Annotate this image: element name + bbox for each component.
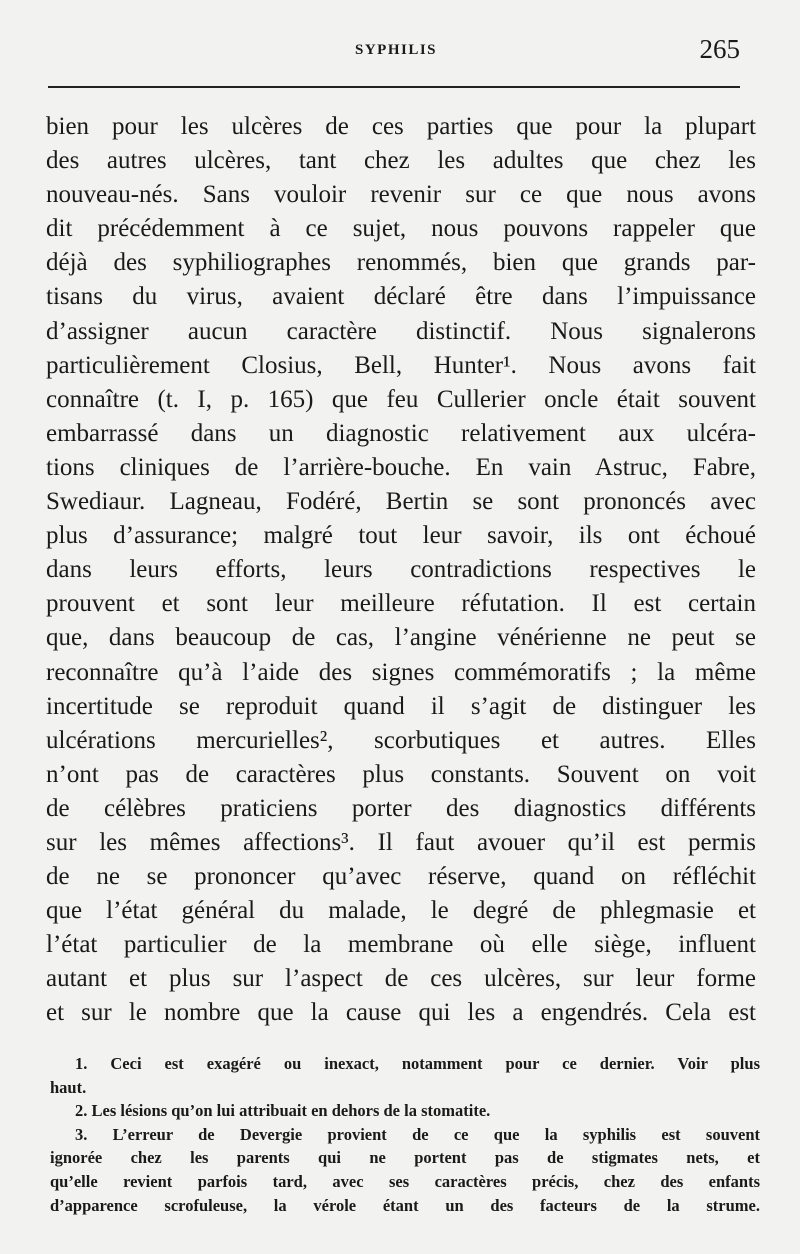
text-line: tisans du virus, avaient déclaré être dans l’impuissance [46,283,756,311]
text-line: particulièrement Closius, Bell, Hunter¹. Nous avons fait [46,351,756,379]
running-title: SYPHILIS [354,42,438,58]
text-line: reconnaître qu’à l’aide des signes commémoratifs ; la même [46,658,756,686]
text-line: Swediaur. Lagneau, Fodéré, Bertin se sont prononcés avec [46,488,756,516]
text-line: et sur le nombre que la cause qui les a engendrés. Cela est [46,999,756,1027]
footnote-line: 1. Ceci est exagéré ou inexact, notamment pour ce dernier. Voir plus [75,1054,760,1073]
footnote-line: haut. [50,1077,87,1097]
text-line: plus d’assurance; malgré tout leur savoir, ils ont échoué [46,522,756,550]
text-line: prouvent et sont leur meilleure réfutation. Il est certain [46,590,756,618]
footnotes [50,1052,760,1217]
footnote-line: qu’elle revient parfois tard, avec ses caractères précis, chez des enfants [50,1171,760,1191]
text-line: dit précédemment à ce sujet, nous pouvons rappeler que [46,215,756,243]
footnote-line: d’apparence scrofuleuse, la vérole étant un des facteurs de la strume. [50,1195,760,1215]
text-line: sur les mêmes affections³. Il faut avouer qu’il est permis [46,828,756,856]
text-line: d’assigner aucun caractère distinctif. Nous signalerons [46,317,756,345]
footnote-line: 2. Les lésions qu’on lui attribuait en dehors de la stomatite. [75,1101,491,1121]
text-line: ulcérations mercurielles², scorbutiques et autres. Elles [46,726,756,754]
text-line: que, dans beaucoup de cas, l’angine vénérienne ne peut se [46,624,756,652]
footnote-line: ignorée chez les parents qui ne portent pas de stigmates nets, et [50,1148,760,1168]
text-line: connaître (t. I, p. 165) que feu Cullerier oncle était souvent [46,385,756,413]
footnote-line: 3. L’erreur de Devergie provient de ce que la syphilis est souvent [75,1124,760,1144]
text-line: embarrassé dans un diagnostic relativement aux ulcéra- [46,419,756,447]
text-line: nouveau-nés. Sans vouloir revenir sur ce que nous avons [46,181,756,209]
page-header [48,34,744,68]
text-line: dans leurs efforts, leurs contradictions respectives le [46,556,756,584]
text-line: tions cliniques de l’arrière-bouche. En vain Astruc, Fabre, [46,453,756,481]
text-line: n’ont pas de caractères plus constants. Souvent on voit [46,760,756,788]
page-number: 265 [699,34,740,64]
text-line: l’état particulier de la membrane où elle siège, influent [46,931,756,959]
text-line: de ne se prononcer qu’avec réserve, quand on réfléchit [46,863,756,891]
text-line: que l’état général du malade, le degré de phlegmasie et [46,897,756,925]
header-rule [48,86,740,88]
text-line: bien pour les ulcères de ces parties que pour la plupart [46,113,756,140]
body-text [46,110,756,1031]
text-line: de célèbres praticiens porter des diagnostics différents [46,794,756,822]
text-line: incertitude se reproduit quand il s’agit de distinguer les [46,692,756,720]
text-line: des autres ulcères, tant chez les adultes que chez les [46,147,756,175]
text-line: déjà des syphiliographes renommés, bien que grands par- [46,249,756,277]
text-line: autant et plus sur l’aspect de ces ulcères, sur leur forme [46,965,756,993]
